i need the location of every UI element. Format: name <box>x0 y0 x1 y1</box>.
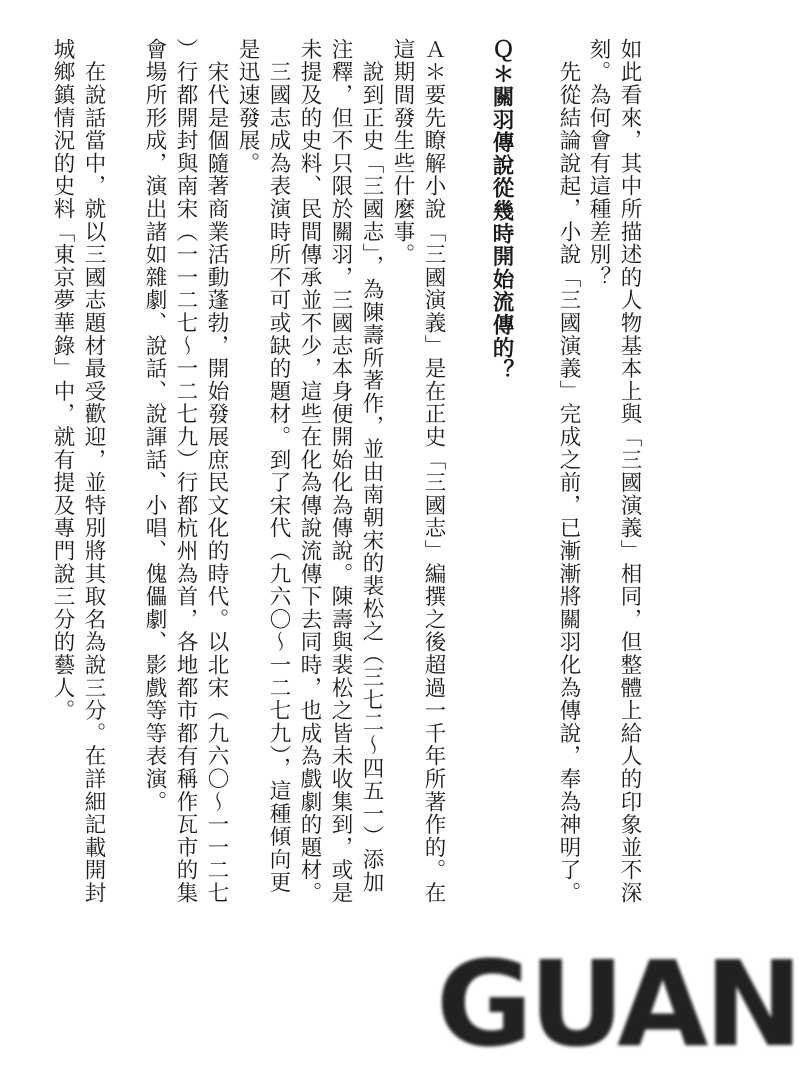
text-column-17: 在說話當中，就以三國志題材最受歡迎，並特別將其取名為說三分。在詳細記載開封 <box>81 38 106 905</box>
text-column-9: 說到正史「三國志」，為陳壽所著作，並由南朝宋的裴松之（三七二〜四五一）添加 <box>359 38 384 894</box>
text-column-16: 會場所形成，演出諸如雜劇、說話、說諢話、小唱、傀儡劇、影戲等等表演。 <box>142 38 167 814</box>
text-column-14: 宋代是個隨著商業活動蓬勃，開始發展庶民文化的時代。以北宋（九六〇〜一一二七 <box>204 38 229 905</box>
text-column-7: Ａ＊要先瞭解小說「三國演義」是在正史「三國志」編撰之後超過一千年所著作的。在 <box>421 38 446 905</box>
text-column-2: 刻。為何會有這種差別？ <box>586 38 611 289</box>
text-column-12: 三國志成為表演時所不可或缺的題材。到了宋代（九六〇〜一二七九），這種傾向更 <box>266 38 291 894</box>
text-column-18: 城鄉鎮情況的史料「東京夢華錄」中，就有提及專門說三分的藝人。 <box>50 38 75 722</box>
text-column-8: 這期間發生些什麼事。 <box>390 38 415 266</box>
text-column-15: ）行都開封與南宋（一一二七〜一二七九）行都杭州為首，各地都市都有稱作瓦市的集 <box>173 38 198 905</box>
text-column-13: 是迅速發展。 <box>235 38 260 175</box>
guan-logo-stamp: GUAN <box>436 935 799 1073</box>
text-column-1: 如此看來，其中所描述的人物基本上與「三國演義」相同，但整體上給人的印象並不深 <box>617 38 642 905</box>
text-column-3: 先從結論說起，小說「三國演義」完成之前，已漸漸將關羽化為傳說，奉為神明了。 <box>556 38 581 905</box>
text-column-11: 未提及的史料、民間傳承並不少，這些在化為傳說流傳下去同時，也成為戲劇的題材。 <box>297 38 322 905</box>
text-column-10: 注釋，但不只限於關羽，三國志本身便開始化為傳說。陳壽與裴松之皆未收集到，或是 <box>328 38 353 905</box>
question-heading: Ｑ＊關羽傳說從幾時開始流傳的？ <box>489 40 514 382</box>
